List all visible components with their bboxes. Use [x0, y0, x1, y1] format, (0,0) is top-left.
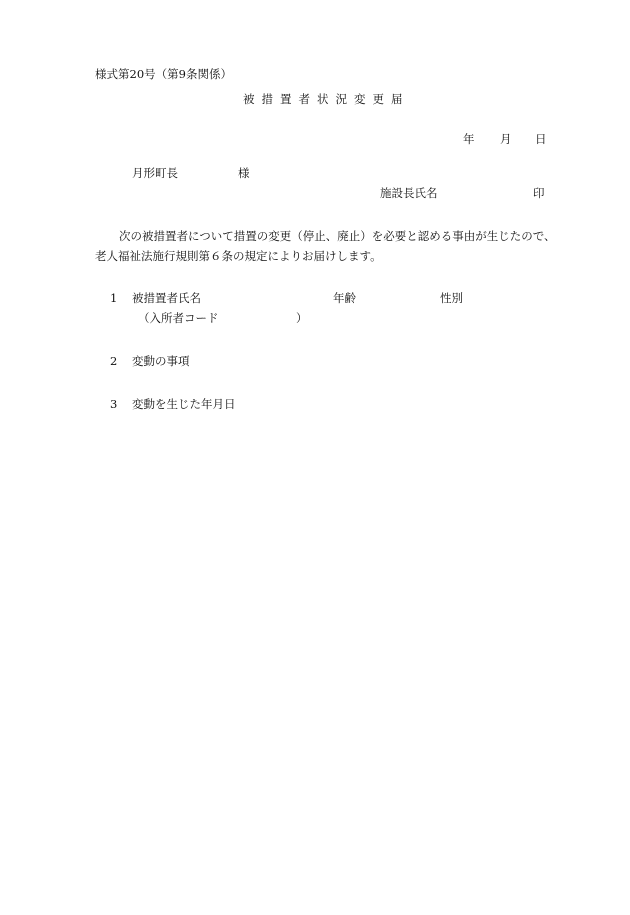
item-1-resident-code-label: （入所者コード [138, 311, 219, 325]
addressee-name: 月形町長 [132, 166, 178, 180]
body-text-line-1: 次の被措置者について措置の変更（停止、廃止）を必要と認める事由が生じたので、 [119, 229, 556, 243]
addressee-honorific: 様 [238, 166, 250, 180]
form-number: 様式第20号（第9条関係） [95, 67, 232, 81]
item-1-sex-label: 性別 [440, 291, 463, 305]
document-title: 被措置者状況変更届 [243, 92, 410, 106]
date-month-label: 月 [500, 132, 512, 146]
item-1-number: 1 [110, 291, 118, 305]
date-day-label: 日 [535, 132, 547, 146]
item-2-number: 2 [110, 354, 118, 368]
item-3-number: 3 [110, 397, 118, 411]
item-2-label: 変動の事項 [132, 354, 190, 368]
item-1-label: 被措置者氏名 [132, 291, 201, 305]
item-1-age-label: 年齢 [333, 291, 356, 305]
seal-mark: 印 [533, 186, 545, 200]
body-text-line-2: 老人福祉法施行規則第６条の規定によりお届けします。 [95, 249, 382, 263]
item-1-resident-code-close: ） [296, 311, 308, 325]
sender-name-label: 施設長氏名 [380, 186, 438, 200]
item-3-label: 変動を生じた年月日 [132, 397, 236, 411]
date-year-label: 年 [463, 132, 475, 146]
